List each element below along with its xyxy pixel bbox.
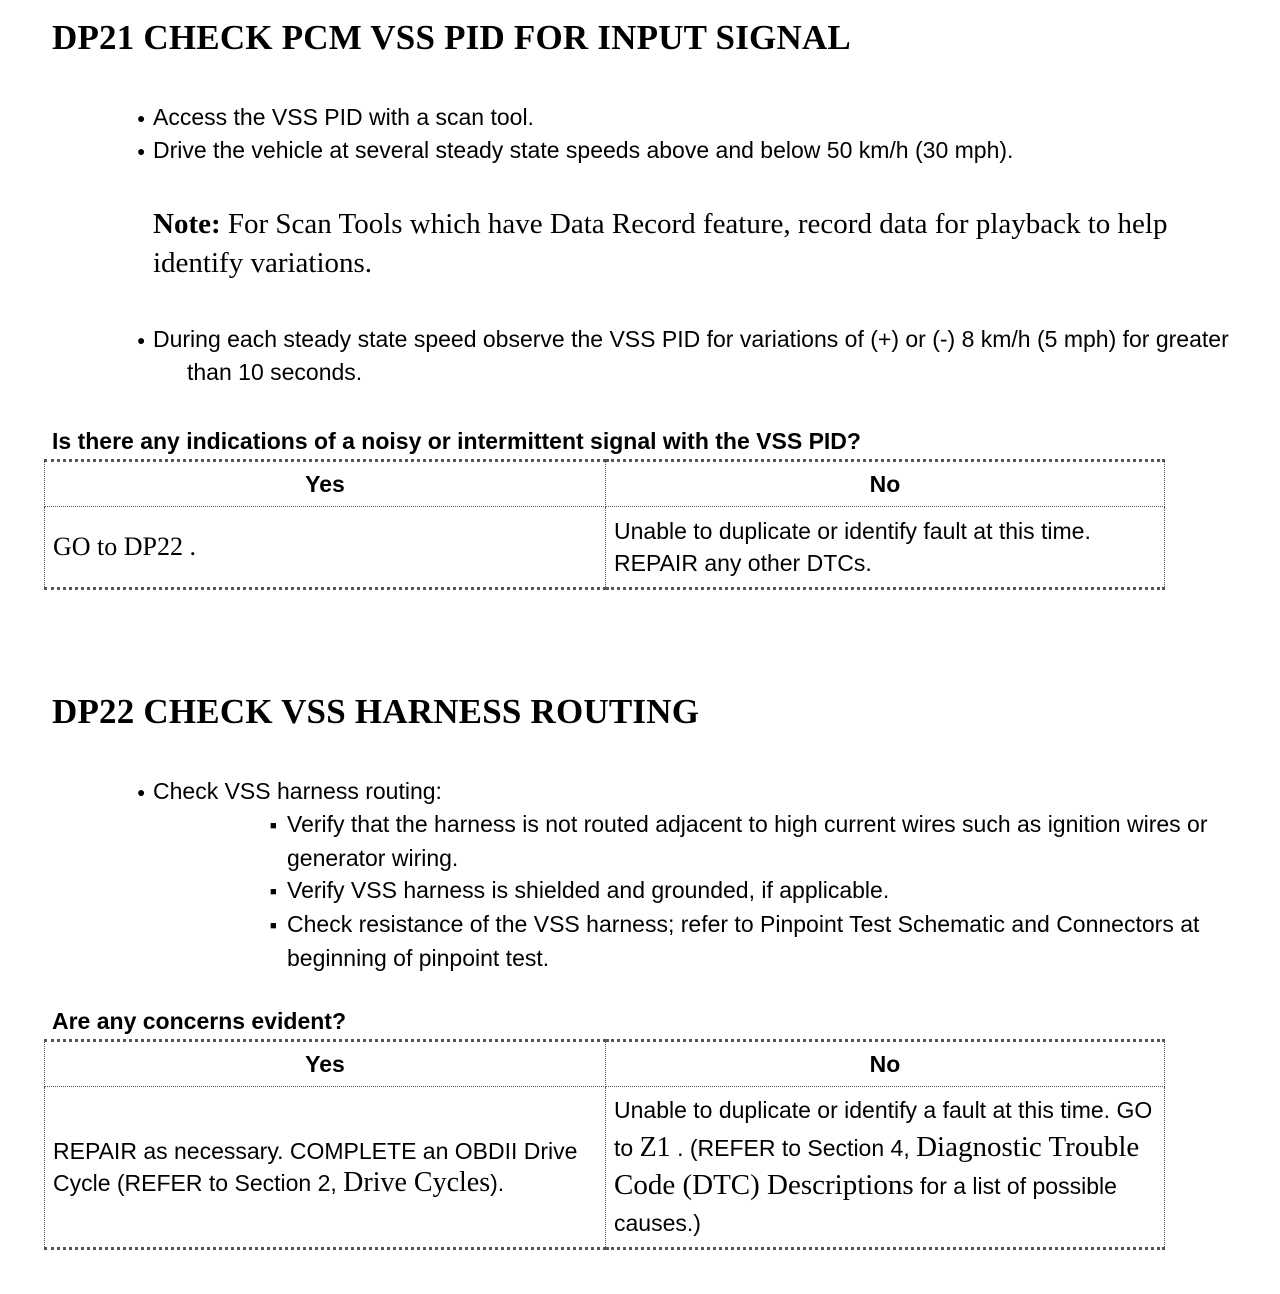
dp21-steps bbox=[137, 101, 1267, 167]
note bbox=[153, 205, 1243, 283]
sub-item: ■ Verify that the harness is not routed adjacent to high current wires such as ignition wires or generator wiring. bbox=[270, 811, 1208, 871]
list-item: ● Check VSS harness routing: bbox=[137, 778, 442, 804]
dp22-title: DP22 CHECK VSS HARNESS ROUTING bbox=[52, 692, 700, 731]
dp22-question: Are any concerns evident? bbox=[52, 1008, 346, 1034]
dp21-question: Is there any indications of a noisy or intermittent signal with the VSS PID? bbox=[52, 428, 861, 454]
dtc-descriptions-link[interactable]: Diagnostic Trouble Code (DTC) Descriptions bbox=[614, 1131, 1140, 1201]
no-header: No bbox=[606, 461, 1165, 507]
yes-cell[interactable] bbox=[45, 507, 606, 589]
sub-item-text: Verify that the harness is not routed adjacent to high current wires such as ignition wires or generator wiring. bbox=[287, 811, 1208, 871]
list-item-text: Check VSS harness routing: bbox=[153, 778, 442, 804]
go-to-dp22-link[interactable]: GO to DP22 . bbox=[53, 532, 197, 561]
list-item: ● During each steady state speed observe the VSS PID for variations of (+) or (-) 8 km/h (5 mph) for greater than 10 seconds. bbox=[137, 326, 1229, 385]
yes-text-end: ). bbox=[490, 1170, 505, 1196]
list-item: ● Access the VSS PID with a scan tool. bbox=[137, 104, 534, 130]
list-item: ● Drive the vehicle at several steady state speeds above and below 50 km/h (30 mph). bbox=[137, 137, 1014, 163]
sub-item: ■ Check resistance of the VSS harness; refer to Pinpoint Test Schematic and Connectors at beginning of pinpoint test. bbox=[270, 911, 1200, 971]
no-header: No bbox=[606, 1041, 1165, 1087]
dp21-title: DP21 CHECK PCM VSS PID FOR INPUT SIGNAL bbox=[52, 18, 851, 57]
dp21-result-table bbox=[44, 459, 1165, 590]
yes-cell bbox=[45, 1087, 606, 1249]
go-to-z1-link[interactable]: Z1 bbox=[639, 1132, 671, 1163]
no-cell: Unable to duplicate or identify fault at this time. REPAIR any other DTCs. bbox=[606, 507, 1165, 589]
dp22-result-table bbox=[44, 1039, 1165, 1250]
list-item-text: During each steady state speed observe the VSS PID for variations of (+) or (-) 8 km/h (5 mph) for greater than 10 seconds. bbox=[153, 326, 1229, 385]
note-label: Note: bbox=[153, 208, 221, 240]
list-item-text: Access the VSS PID with a scan tool. bbox=[153, 104, 534, 130]
no-text: Unable to duplicate or identify a fault at this time. GO to bbox=[614, 1097, 1153, 1161]
dp22-steps bbox=[137, 775, 1237, 974]
no-text-end: for a list of possible causes.) bbox=[614, 1173, 1117, 1236]
yes-header: Yes bbox=[45, 461, 606, 507]
no-text-mid: . (REFER to Section 4, bbox=[670, 1135, 917, 1161]
yes-text: REPAIR as necessary. COMPLETE an OBDII Drive Cycle (REFER to Section 2, bbox=[53, 1138, 578, 1196]
list-item-text: Drive the vehicle at several steady state speeds above and below 50 km/h (30 mph). bbox=[153, 137, 1014, 163]
sub-item: ■ Verify VSS harness is shielded and grounded, if applicable. bbox=[270, 877, 890, 903]
sub-item-text: Verify VSS harness is shielded and grounded, if applicable. bbox=[287, 877, 890, 903]
drive-cycles-link[interactable]: Drive Cycles bbox=[343, 1167, 491, 1198]
sub-item-text: Check resistance of the VSS harness; refer to Pinpoint Test Schematic and Connectors at beginning of pinpoint test. bbox=[287, 911, 1200, 971]
no-cell bbox=[606, 1087, 1165, 1249]
note-text: For Scan Tools which have Data Record feature, record data for playback to help identify variations. bbox=[153, 208, 1168, 279]
yes-header: Yes bbox=[45, 1041, 606, 1087]
